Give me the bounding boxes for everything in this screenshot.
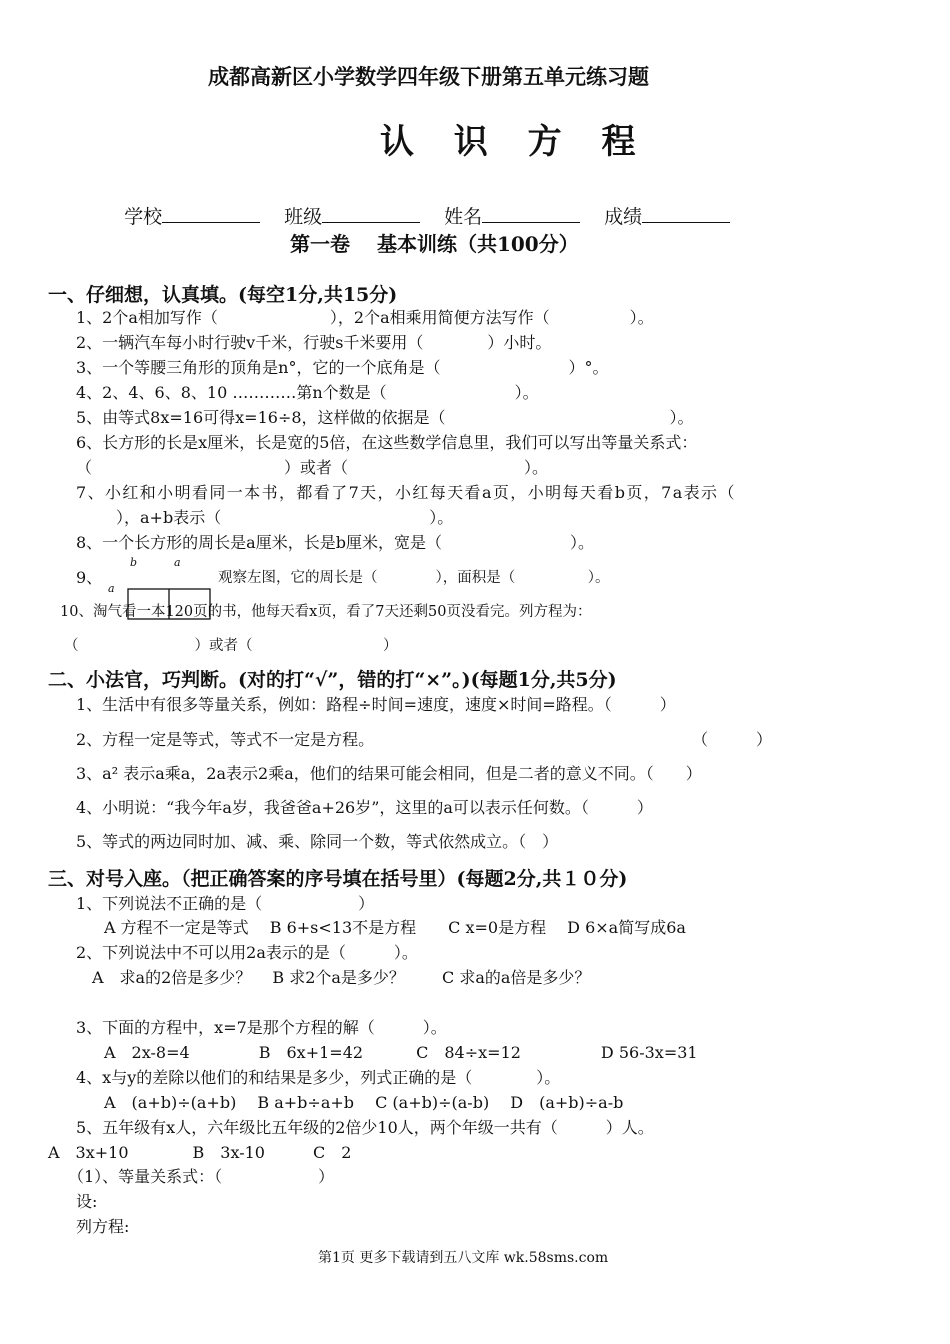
question-3-2-options: A 求a的2倍是多少？ B 求2个a是多少？ C 求a的a倍是多少？ <box>92 968 591 987</box>
question-2-1: 1、生活中有很多等量关系，例如：路程÷时间=速度，速度×时间=路程。（ ） <box>76 695 676 714</box>
question-1-1: 1、2个a相加写作（ ），2个a相乘用简便方法写作（ ）。 <box>76 308 654 327</box>
field-name-line <box>482 204 580 223</box>
field-class-label: 班级 <box>284 206 323 228</box>
question-3-1-options: A 方程不一定是等式 B 6+s<13不是方程 C x=0是方程 D 6×a简写成6a <box>104 918 686 937</box>
question-2-2: 2、方程一定是等式，等式不一定是方程。 <box>76 730 375 749</box>
figure-label-a-side: a <box>108 582 115 595</box>
volume-title: 第一卷 基本训练（共100分） <box>290 232 579 256</box>
question-2-4: 4、小明说：“我今年a岁，我爸爸a+26岁”，这里的a可以表示任何数。（ ） <box>76 798 653 817</box>
question-3-3-options: A 2x-8=4 B 6x+1=42 C 84÷x=12 D 56-3x=31 <box>104 1043 698 1062</box>
question-1-8: 8、一个长方形的周长是a厘米，长是b厘米，宽是（ ）。 <box>76 533 594 552</box>
question-1-6-answer: （ ）或者（ ）。 <box>76 458 549 477</box>
question-1-7-cont: ），a+b表示（ ）。 <box>116 508 454 527</box>
question-3-4: 4、x与y的差除以他们的和结果是多少，列式正确的是（ ）。 <box>76 1068 561 1087</box>
question-1-5: 5、由等式8x=16可得x=16÷8，这样做的依据是（ ）。 <box>76 408 694 427</box>
question-1-2: 2、一辆汽车每小时行驶v千米，行驶s千米要用（ ）小时。 <box>76 333 552 352</box>
section3-heading: 三、对号入座。（把正确答案的序号填在括号里）(每题2分,共１０分) <box>48 868 628 890</box>
question-1-3: 3、一个等腰三角形的顶角是n°，它的一个底角是（ ）°。 <box>76 358 609 377</box>
field-school-line <box>162 204 260 223</box>
question-3-4-options: A (a+b)÷(a+b) B a+b÷a+b C (a+b)÷(a-b) D (a+b)÷a-b <box>104 1093 624 1112</box>
question-3-1: 1、下列说法不正确的是（ ） <box>76 894 375 913</box>
question-2-3: 3、a² 表示a乘a，2a表示2乘a，他们的结果可能会相同，但是二者的意义不同。（ ） <box>76 764 702 783</box>
question-2-2-paren: （ ） <box>692 730 773 749</box>
field-score-line <box>642 204 730 223</box>
rectangle-figure <box>104 556 216 604</box>
question-3-2: 2、下列说法中不可以用2a表示的是（ ）。 <box>76 943 418 962</box>
question-1-10-answer: （ ）或者（ ） <box>64 638 398 654</box>
question-1-6: 6、长方形的长是x厘米，长是宽的5倍，在这些数学信息里，我们可以写出等量关系式： <box>76 433 698 452</box>
page-footer: 第1页 更多下载请到五八文库 wk.58sms.com <box>318 1250 609 1266</box>
question-1-7: 7、小红和小明看同一本书，都看了7天，小红每天看a页，小明每天看b页，7a表示（ <box>76 483 736 502</box>
field-name-label: 姓名 <box>444 206 483 228</box>
question-1-10: 10、淘气看一本120页的书，他每天看x页，看了7天还剩50页没看完。列方程为： <box>60 604 592 620</box>
question-1-9-number: 9、 <box>76 568 103 587</box>
document-subtitle: 认 识 方 程 <box>380 122 650 162</box>
question-3-3: 3、下面的方程中，x=7是那个方程的解（ ）。 <box>76 1018 447 1037</box>
question-3-5: 5、五年级有x人，六年级比五年级的2倍少10人，两个年级一共有（ ）人。 <box>76 1118 654 1137</box>
let-label: 设: <box>76 1192 98 1211</box>
question-3-5-options: A 3x+10 B 3x-10 C 2 <box>48 1143 352 1162</box>
question-1-4: 4、2、4、6、8、10 …………第n个数是（ ）。 <box>76 383 539 402</box>
figure-label-a-top: a <box>174 556 181 569</box>
section1-heading: 一、仔细想，认真填。(每空1分,共15分) <box>48 284 398 306</box>
figure-label-b: b <box>130 556 138 569</box>
field-school-label: 学校 <box>124 206 163 228</box>
field-score-label: 成绩 <box>604 206 643 228</box>
section2-heading: 二、小法官，巧判断。(对的打“√”，错的打“×”。)(每题1分,共5分) <box>48 669 617 691</box>
equation-relation: （1）、等量关系式：（ ） <box>68 1167 335 1186</box>
question-1-9: 观察左图，它的周长是（ ），面积是（ ）。 <box>218 570 610 586</box>
equation-label: 列方程: <box>76 1217 130 1236</box>
info-fields <box>112 180 730 229</box>
question-2-5: 5、等式的两边同时加、减、乘、除同一个数，等式依然成立。（ ） <box>76 832 559 851</box>
document-title: 成都高新区小学数学四年级下册第五单元练习题 <box>208 64 649 89</box>
field-class-line <box>322 204 420 223</box>
